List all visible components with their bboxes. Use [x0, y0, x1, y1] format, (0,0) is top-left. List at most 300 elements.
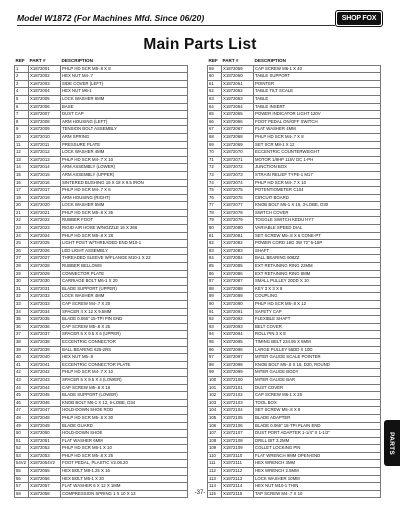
- table-row: [208, 475, 381, 483]
- part-number-cell: X1872023: [29, 225, 61, 233]
- ref-cell: 46: [15, 399, 29, 407]
- part-number-cell: X1872028: [29, 263, 61, 271]
- table-row: [208, 95, 381, 103]
- table-row: [15, 232, 188, 240]
- table-row: [15, 376, 188, 384]
- table-row: [15, 338, 188, 346]
- part-number-cell: X1872034: [29, 308, 61, 316]
- table-row: [15, 156, 188, 164]
- ref-cell: 64: [208, 103, 222, 111]
- table-row: [208, 437, 381, 445]
- table-row: [15, 149, 188, 157]
- part-number-cell: X1872113: [222, 475, 254, 483]
- description-cell: TABLE: [254, 95, 381, 103]
- ref-cell: 69: [208, 141, 222, 149]
- table-row: [15, 164, 188, 172]
- table-row: [208, 293, 381, 301]
- table-row: [15, 354, 188, 362]
- part-number-cell: X1872094: [222, 331, 254, 339]
- ref-cell: 82: [208, 240, 222, 248]
- ref-cell: 102: [208, 392, 222, 400]
- part-number-cell: X1872015: [29, 171, 61, 179]
- part-number-cell: X1872031: [29, 285, 61, 293]
- part-number-cell: X1872088: [222, 285, 254, 293]
- description-cell: HEX BOLT M8-1.25 X 16: [61, 468, 188, 476]
- ref-cell: 81: [208, 232, 222, 240]
- description-cell: TOGGLE SWITCH KEDU HY7: [254, 217, 381, 225]
- description-cell: SWITCH COVER: [254, 209, 381, 217]
- parts-table-left-body: [15, 65, 188, 498]
- header-rule: [17, 25, 335, 26]
- description-cell: DRILL BIT 3.2MM: [254, 437, 381, 445]
- table-row: [15, 407, 188, 415]
- description-cell: FLAT WASHER 4MM: [254, 126, 381, 134]
- description-cell: HEX WRENCH 2.5MM: [254, 468, 381, 476]
- description-cell: SET SCR M8-1 X 12: [254, 141, 381, 149]
- description-cell: HOLD-DOWN SHOE ROD: [61, 407, 188, 415]
- ref-cell: 13: [15, 156, 29, 164]
- part-number-cell: X1872082: [222, 240, 254, 248]
- ref-cell: 98: [208, 361, 222, 369]
- ref-cell: 29: [15, 270, 29, 278]
- logo-text: SHOP FOX: [337, 12, 381, 25]
- ref-cell: 75: [208, 187, 222, 195]
- description-cell: HEX NUT M5-.8: [61, 354, 188, 362]
- part-number-cell: X1872019: [29, 194, 61, 202]
- ref-cell: 113: [208, 475, 222, 483]
- table-row: [15, 179, 188, 187]
- ref-cell: 6: [15, 103, 29, 111]
- part-number-cell: X1872067: [222, 126, 254, 134]
- description-cell: FLEXIBLE SHAFT: [254, 316, 381, 324]
- part-number-cell: X1872021: [29, 209, 61, 217]
- table-row: [15, 73, 188, 81]
- part-number-cell: X1872042: [29, 369, 61, 377]
- ref-cell: 50: [15, 430, 29, 438]
- ref-cell: 14: [15, 164, 29, 172]
- description-cell: PHLP HD SCR M5-.8 X 35: [61, 209, 188, 217]
- description-cell: KNOB BOLT M5-.8 X 16, D20, ROUND: [254, 361, 381, 369]
- table-row: [15, 111, 188, 119]
- part-number-cell: X1872075: [222, 187, 254, 195]
- ref-cell: 92: [208, 316, 222, 324]
- description-cell: PHLP HD SCR M4-.7 X 10: [254, 179, 381, 187]
- description-cell: ARM HOUSING (LEFT): [61, 118, 188, 126]
- part-number-cell: X1872026: [29, 247, 61, 255]
- ref-cell: 65: [208, 111, 222, 119]
- table-row: [208, 111, 381, 119]
- description-cell: RUBBER BELLOWS: [61, 263, 188, 271]
- ref-cell: 76: [208, 194, 222, 202]
- ref-cell: 79: [208, 217, 222, 225]
- description-cell: POWER INDICATOR LIGHT 120V: [254, 111, 381, 119]
- description-cell: SPACER 4 X 12 X 9.5MM: [61, 308, 188, 316]
- table-row: [15, 452, 188, 460]
- description-cell: ECCENTRIC CONNECTOR: [61, 338, 188, 346]
- ref-cell: 5: [15, 95, 29, 103]
- table-row: [208, 202, 381, 210]
- table-row: [15, 141, 188, 149]
- ref-cell: 107: [208, 430, 222, 438]
- part-number-cell: X1872083: [222, 247, 254, 255]
- part-number-cell: X1872087: [222, 278, 254, 286]
- part-number-cell: X1872037: [29, 331, 61, 339]
- description-cell: BALL BEARING 608ZZ: [254, 255, 381, 263]
- description-cell: SHAFT: [254, 247, 381, 255]
- ref-cell: 77: [208, 202, 222, 210]
- ref-cell: 62: [208, 88, 222, 96]
- part-number-cell: X1872011: [29, 141, 61, 149]
- part-number-cell: X1872104: [222, 407, 254, 415]
- ref-cell: 84: [208, 255, 222, 263]
- part-number-cell: X1872009: [29, 126, 61, 134]
- ref-cell: 61: [208, 80, 222, 88]
- description-cell: MOTOR 1/8HP 115V DC 1-PH: [254, 156, 381, 164]
- description-cell: LOCK WASHER 4MM: [61, 149, 188, 157]
- description-cell: ECCENTRIC CONNECTOR PLATE: [61, 361, 188, 369]
- part-number-cell: X1872060: [222, 73, 254, 81]
- description-cell: HEX NUT M6-1: [61, 88, 188, 96]
- table-row: [15, 399, 188, 407]
- table-row: [208, 369, 381, 377]
- description-cell: LOCK WASHER 5MM: [61, 202, 188, 210]
- part-number-cell: X1872111: [222, 460, 254, 468]
- table-row: [208, 73, 381, 81]
- description-cell: BASE: [61, 103, 188, 111]
- ref-cell: 9: [15, 126, 29, 134]
- part-number-cell: X1872109: [222, 445, 254, 453]
- ref-cell: 45: [15, 392, 29, 400]
- table-row: [15, 308, 188, 316]
- table-row: [208, 187, 381, 195]
- table-row: [208, 270, 381, 278]
- part-number-cell: X1872112: [222, 468, 254, 476]
- ref-cell: 60: [208, 73, 222, 81]
- part-number-cell: X1872024: [29, 232, 61, 240]
- part-number-cell: X1872062: [222, 88, 254, 96]
- table-row: [15, 361, 188, 369]
- table-row: [208, 126, 381, 134]
- part-number-cell: X1872051: [29, 437, 61, 445]
- part-number-cell: X1872041: [29, 361, 61, 369]
- part-number-cell: X1872012: [29, 149, 61, 157]
- ref-cell: 111: [208, 460, 222, 468]
- part-number-cell: X1872084: [222, 255, 254, 263]
- ref-cell: 66: [208, 118, 222, 126]
- part-number-cell: X1872061: [222, 80, 254, 88]
- part-number-cell: X1872089: [222, 293, 254, 301]
- table-row: [15, 445, 188, 453]
- ref-cell: 35: [15, 316, 29, 324]
- ref-cell: 74: [208, 179, 222, 187]
- table-row: [15, 247, 188, 255]
- ref-cell: 100: [208, 376, 222, 384]
- ref-cell: 20: [15, 202, 29, 210]
- part-number-cell: X1872090: [222, 301, 254, 309]
- description-cell: HEX BOLT M6-1 X 20: [61, 475, 188, 483]
- description-cell: JUNCTION BOX: [254, 164, 381, 172]
- part-number-cell: X1872073: [222, 171, 254, 179]
- ref-cell: 1: [15, 65, 29, 73]
- description-cell: BLADE ADAPTER: [254, 414, 381, 422]
- description-cell: LIGHT POST W/THREADED END M10-1: [61, 240, 188, 248]
- part-number-cell: X1872078: [222, 209, 254, 217]
- description-cell: TOOL BOX: [254, 399, 381, 407]
- table-row: [15, 475, 188, 483]
- ref-cell: 97: [208, 354, 222, 362]
- part-number-cell: X1872100: [222, 376, 254, 384]
- part-number-cell: X1872035: [29, 316, 61, 324]
- table-row: [208, 407, 381, 415]
- table-row: [15, 460, 188, 468]
- description-cell: SIDE COVER (LEFT): [61, 80, 188, 88]
- part-number-cell: X1872068: [222, 133, 254, 141]
- table-row: [208, 65, 381, 73]
- ref-cell: 90: [208, 301, 222, 309]
- ref-cell: 70: [208, 149, 222, 157]
- table-row: [15, 118, 188, 126]
- description-cell: CAP SCREW M6-1 X 40: [254, 65, 381, 73]
- description-cell: BALL BEARING 625-2RS: [61, 346, 188, 354]
- ref-cell: 7: [15, 111, 29, 119]
- description-cell: HEX NUT M4-.7: [61, 73, 188, 81]
- part-number-cell: X1872047: [29, 407, 61, 415]
- description-cell: PHLP HD SCR M4-.7 X 8: [254, 133, 381, 141]
- parts-table-right: [207, 58, 381, 498]
- parts-table-left: [14, 58, 188, 498]
- ref-cell: 54V2: [15, 460, 29, 468]
- part-number-cell: X1872091: [222, 308, 254, 316]
- ref-cell: 36: [15, 323, 29, 331]
- ref-cell: 72: [208, 164, 222, 172]
- part-number-cell: X1872033: [29, 301, 61, 309]
- description-cell: CAP SCREW M5-.8 X 16: [61, 384, 188, 392]
- description-cell: FOOT PEDAL ON/OFF SWITCH: [254, 118, 381, 126]
- ref-cell: 55: [15, 468, 29, 476]
- part-number-cell: X1872102: [222, 392, 254, 400]
- part-number-cell: X1872114: [222, 483, 254, 491]
- description-cell: PRESSURE PLATE: [61, 141, 188, 149]
- ref-cell: 80: [208, 225, 222, 233]
- table-row: [208, 338, 381, 346]
- part-header: PART #: [29, 58, 46, 63]
- part-number-cell: X1872108: [222, 437, 254, 445]
- ref-cell: 2: [15, 73, 29, 81]
- ref-cell: 91: [208, 308, 222, 316]
- part-number-cell: X1872095: [222, 338, 254, 346]
- part-number-cell: X1872107: [222, 430, 254, 438]
- part-number-cell: X1872039: [29, 346, 61, 354]
- table-row: [15, 202, 188, 210]
- part-number-cell: X1872030: [29, 278, 61, 286]
- part-number-cell: X1872105: [222, 414, 254, 422]
- description-cell: DUST CAP: [61, 111, 188, 119]
- model-title: Model W1872 (For Machines Mfd. Since 06/20): [17, 13, 205, 23]
- part-number-cell: X1872074: [222, 179, 254, 187]
- ref-cell: 25: [15, 240, 29, 248]
- description-cell: PHLP HD SCR M4-.7 X 10: [61, 369, 188, 377]
- part-number-cell: X1872070: [222, 149, 254, 157]
- part-number-cell: X1872080: [222, 225, 254, 233]
- part-number-cell: X1872007: [29, 111, 61, 119]
- ref-cell: 95: [208, 338, 222, 346]
- table-row: [208, 80, 381, 88]
- ref-cell: 103: [208, 399, 222, 407]
- description-cell: PHLP HD SCR M5-.8 X 28: [61, 232, 188, 240]
- part-number-cell: X1872085: [222, 263, 254, 271]
- part-number-cell: X1872064: [222, 103, 254, 111]
- description-cell: LARGE PULLEY 56DD X 10D: [254, 346, 381, 354]
- ref-cell: 101: [208, 384, 222, 392]
- ref-cell: 51: [15, 437, 29, 445]
- table-row: [15, 346, 188, 354]
- ref-cell: 58: [15, 490, 29, 498]
- part-number-cell: X1872098: [222, 361, 254, 369]
- table-row: [208, 376, 381, 384]
- table-row: [208, 209, 381, 217]
- description-cell: LOCK WASHER 10MM: [254, 475, 381, 483]
- table-row: [15, 65, 188, 73]
- part-number-cell: X1872110: [222, 452, 254, 460]
- ref-cell: 71: [208, 156, 222, 164]
- table-row: [208, 445, 381, 453]
- ref-cell: 10: [15, 133, 29, 141]
- description-cell: POTENTIOMETER C104: [254, 187, 381, 195]
- ref-header: REF: [15, 58, 25, 63]
- part-number-cell: X1872040: [29, 354, 61, 362]
- part-number-cell: X1872103: [222, 399, 254, 407]
- description-cell: BLADE SUPPORT (UPPER): [61, 285, 188, 293]
- description-cell: FLAT WASHER 6 X 12 X 1MM: [61, 483, 188, 491]
- table-row: [15, 171, 188, 179]
- ref-cell: 68: [208, 133, 222, 141]
- table-row: [15, 392, 188, 400]
- table-row: [15, 316, 188, 324]
- part-number-cell: X1872081: [222, 232, 254, 240]
- table-row: [208, 118, 381, 126]
- table-row: [15, 331, 188, 339]
- part-header: PART #: [222, 58, 239, 63]
- ref-cell: 96: [208, 346, 222, 354]
- description-header: DESCRIPTION: [61, 58, 93, 63]
- part-number-cell: X1872086: [222, 270, 254, 278]
- table-row: [208, 384, 381, 392]
- description-cell: TABLE TILT SCALE: [254, 88, 381, 96]
- description-cell: CARRIAGE BOLT M6-1 X 20: [61, 278, 188, 286]
- description-cell: CAP SCREW M6-1 X 25: [254, 392, 381, 400]
- description-cell: ARM ASSEMBLY (UPPER): [61, 171, 188, 179]
- table-row: [208, 88, 381, 96]
- ref-cell: 28: [15, 263, 29, 271]
- description-cell: ARM SPRING: [61, 133, 188, 141]
- part-number-cell: X1872002: [29, 73, 61, 81]
- part-number-cell: X1872032: [29, 293, 61, 301]
- table-row: [15, 209, 188, 217]
- part-number-cell: X1872029: [29, 270, 61, 278]
- table-row: [208, 133, 381, 141]
- table-row: [15, 217, 188, 225]
- description-cell: TAP SCREW M4-.7 X 10: [254, 490, 381, 498]
- part-number-cell: X1872043: [29, 376, 61, 384]
- table-row: [15, 240, 188, 248]
- description-cell: PHLP HD SCR M5-.8 X 12: [254, 301, 381, 309]
- part-number-cell: X1872072: [222, 164, 254, 172]
- table-row: [208, 103, 381, 111]
- description-cell: TIMING BELT 234.95 X 5MM: [254, 338, 381, 346]
- description-cell: POINTER: [254, 80, 381, 88]
- table-row: [208, 225, 381, 233]
- description-cell: MITER GAUGE BODY: [254, 369, 381, 377]
- table-row: [15, 422, 188, 430]
- part-number-cell: X1872048: [29, 414, 61, 422]
- ref-cell: 27: [15, 255, 29, 263]
- description-cell: HOLD-DOWN SHOE: [61, 430, 188, 438]
- description-cell: SET SCREW M5-.8 X 8: [254, 407, 381, 415]
- part-number-cell: X1872069: [222, 141, 254, 149]
- description-cell: TABLE INSERT: [254, 103, 381, 111]
- ref-cell: 8: [15, 118, 29, 126]
- part-number-cell: X1872013: [29, 156, 61, 164]
- page-title: Main Parts List: [143, 36, 257, 53]
- part-number-cell: X1872101: [222, 384, 254, 392]
- description-cell: PHLP HD SCR M6-1 X 10: [61, 445, 188, 453]
- table-row: [15, 263, 188, 271]
- ref-cell: 56: [15, 475, 29, 483]
- description-cell: KNOB BOLT M6-1 X 12, 6-LOBE, D34: [61, 399, 188, 407]
- ref-cell: 19: [15, 194, 29, 202]
- part-number-cell: X1872079: [222, 217, 254, 225]
- table-row: [208, 422, 381, 430]
- description-cell: TENSION BOLT ASSEMBLY: [61, 126, 188, 134]
- ref-cell: 88: [208, 285, 222, 293]
- description-cell: LOCK WASHER 6MM: [61, 95, 188, 103]
- table-row: [208, 255, 381, 263]
- ref-cell: 40: [15, 354, 29, 362]
- table-row: [15, 384, 188, 392]
- table-row: [208, 217, 381, 225]
- part-number-cell: X1872006: [29, 103, 61, 111]
- description-cell: DUST COVER: [254, 384, 381, 392]
- ref-cell: 39: [15, 346, 29, 354]
- table-row: [208, 263, 381, 271]
- ref-cell: 115: [208, 490, 222, 498]
- table-row: [15, 225, 188, 233]
- ref-cell: 67: [208, 126, 222, 134]
- description-cell: ARM HOUSING (RIGHT): [61, 194, 188, 202]
- ref-cell: 105: [208, 414, 222, 422]
- table-row: [208, 354, 381, 362]
- table-row: [208, 301, 381, 309]
- description-cell: BLADE SUPPORT (LOWER): [61, 392, 188, 400]
- description-cell: SPACER 5 X 9.5 X 6 (UPPER): [61, 331, 188, 339]
- description-cell: THREADED SLEEVE W/FLANGE M10-1 X 22: [61, 255, 188, 263]
- table-row: [15, 369, 188, 377]
- part-number-cell: X1872099: [222, 369, 254, 377]
- part-number-cell: X1872077: [222, 202, 254, 210]
- part-number-cell: X1872036: [29, 323, 61, 331]
- table-row: [208, 399, 381, 407]
- ref-cell: 42: [15, 369, 29, 377]
- description-cell: LOCK WASHER 4MM: [61, 293, 188, 301]
- ref-cell: 78: [208, 209, 222, 217]
- part-number-cell: X1872053: [29, 452, 61, 460]
- part-number-cell: X1872071: [222, 156, 254, 164]
- table-row: [208, 392, 381, 400]
- ref-cell: 109: [208, 445, 222, 453]
- ref-cell: 110: [208, 452, 222, 460]
- description-cell: CONNECTOR PLATE: [61, 270, 188, 278]
- part-number-cell: X1872005: [29, 95, 61, 103]
